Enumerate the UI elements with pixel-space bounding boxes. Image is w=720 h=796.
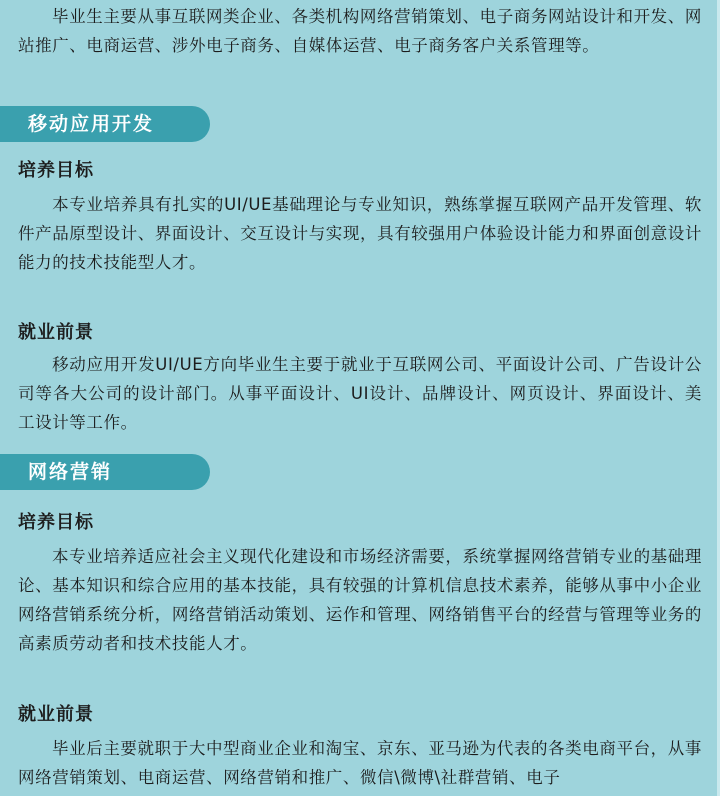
- career-paragraph: [18, 350, 702, 437]
- career-paragraph: [18, 734, 702, 792]
- section-title: 移动应用开发: [28, 113, 155, 135]
- goal-paragraph-text: 本专业培养适应社会主义现代化建设和市场经济需要，系统掌握网络营销专业的基础理论、基本知识和综合应用的基本技能，具有较强的计算机信息技术素养，能够从事中小企业网络营销系统分析，网络营销活动策划、运作和管理、网络销售平台的经营与管理等业务的高素质劳动者和技术技能人才。: [18, 547, 702, 653]
- section-title: 网络营销: [28, 461, 113, 483]
- section-banner-mobile-dev: [0, 106, 210, 142]
- goal-paragraph: [18, 190, 702, 277]
- goal-paragraph: [18, 542, 702, 658]
- career-paragraph-text: 毕业后主要就职于大中型商业企业和淘宝、京东、亚马逊为代表的各类电商平台，从事网络营销策划、电商运营、网络营销和推广、微信\微博\社群营销、电子: [18, 739, 702, 787]
- intro-paragraph-text: 毕业生主要从事互联网类企业、各类机构网络营销策划、电子商务网站设计和开发、网站推广、电商运营、涉外电子商务、自媒体运营、电子商务客户关系管理等。: [18, 7, 702, 55]
- career-paragraph-text: 移动应用开发UI/UE方向毕业生主要于就业于互联网公司、平面设计公司、广告设计公司等各大公司的设计部门。从事平面设计、UI设计、品牌设计、网页设计、界面设计、美工设计等工作。: [18, 355, 702, 432]
- section-banner-network-marketing: [0, 454, 210, 490]
- career-heading: 就业前景: [18, 322, 94, 343]
- goal-heading: 培养目标: [18, 160, 94, 181]
- intro-paragraph: [18, 2, 702, 60]
- career-heading: 就业前景: [18, 704, 94, 725]
- goal-paragraph-text: 本专业培养具有扎实的UI/UE基础理论与专业知识，熟练掌握互联网产品开发管理、软件产品原型设计、界面设计、交互设计与实现，具有较强用户体验设计能力和界面创意设计能力的技术技能型人才。: [18, 195, 702, 272]
- goal-heading: 培养目标: [18, 512, 94, 533]
